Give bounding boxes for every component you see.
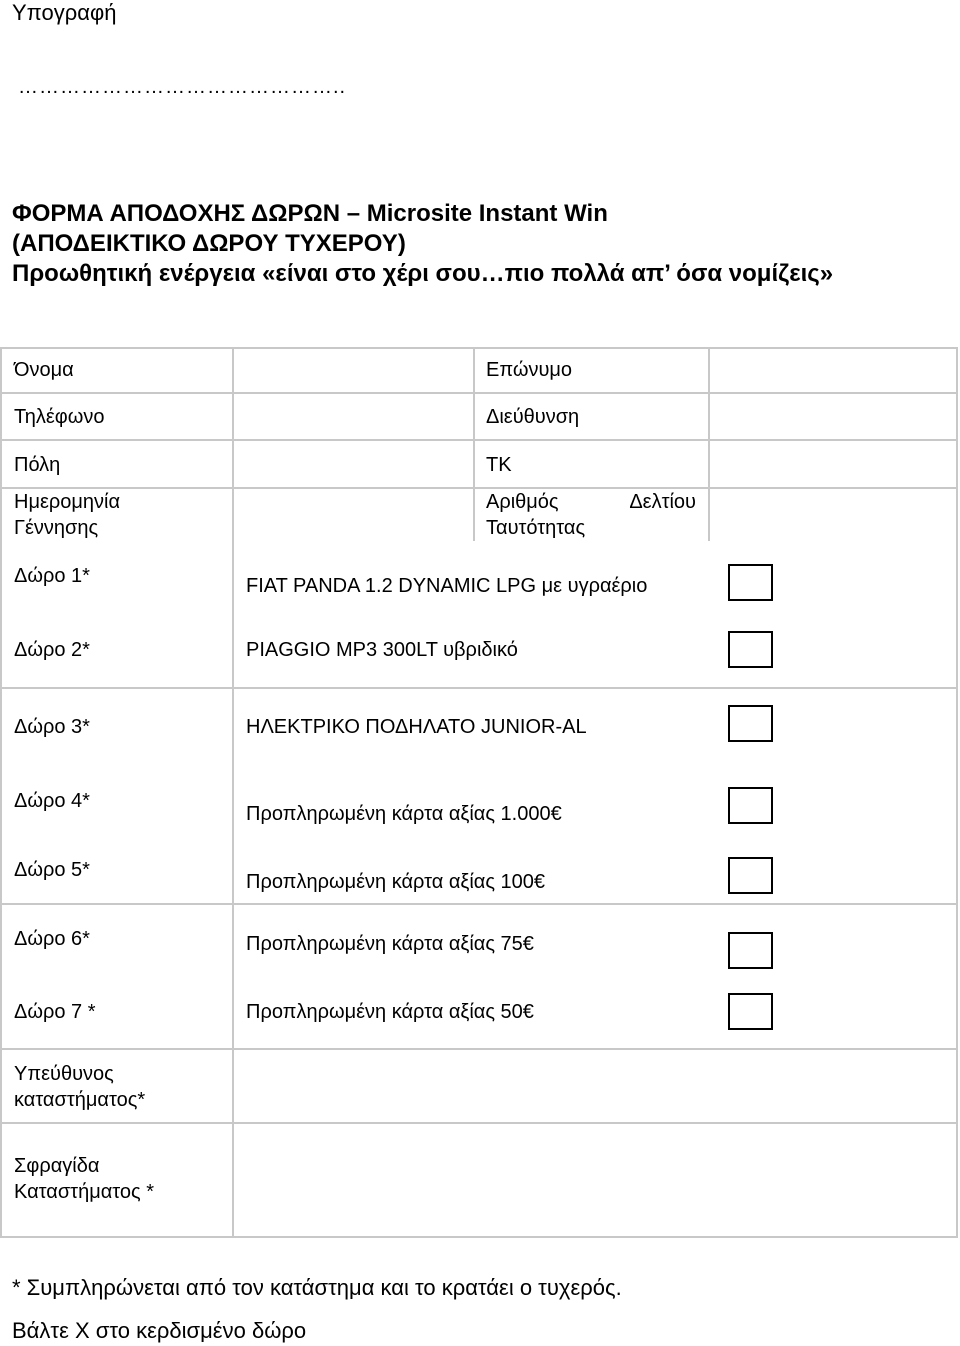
postal-code-field[interactable] bbox=[712, 443, 954, 485]
birth-date-label: Ημερομηνία Γέννησης bbox=[14, 491, 121, 539]
prize-description: Προπληρωμένη κάρτα αξίας 100€ bbox=[246, 871, 546, 893]
prize-1-checkbox[interactable] bbox=[728, 564, 773, 601]
prize-description: Προπληρωμένη κάρτα αξίας 1.000€ bbox=[246, 803, 562, 825]
prize-label: Δώρο 5* bbox=[14, 859, 90, 881]
address-field[interactable] bbox=[712, 396, 954, 437]
signature-label: Υπογραφή bbox=[12, 0, 117, 25]
phone-field[interactable] bbox=[236, 396, 471, 437]
prize-label: Δώρο 6* bbox=[14, 928, 90, 950]
prize-label: Δώρο 2* bbox=[14, 639, 90, 661]
prize-description: ΗΛΕΚΤΡΙΚΟ ΠΟΔΗΛΑΤΟ JUNIOR-AL bbox=[246, 716, 587, 738]
city-label: Πόλη bbox=[14, 454, 61, 476]
form-subtitle: (ΑΠΟΔΕΙΚΤΙΚΟ ΔΩΡΟΥ ΤΥΧΕΡΟΥ) bbox=[12, 230, 406, 257]
prize-label: Δώρο 7 * bbox=[14, 1001, 96, 1023]
last-name-label: Επώνυμο bbox=[486, 359, 573, 381]
prize-description: PIAGGIO MP3 300LT υβριδικό bbox=[246, 639, 518, 661]
instruction-text: Βάλτε Χ στο κερδισμένο δώρο bbox=[12, 1318, 307, 1343]
prize-2-checkbox[interactable] bbox=[728, 631, 773, 668]
prize-3-checkbox[interactable] bbox=[728, 705, 773, 742]
store-stamp-area[interactable] bbox=[236, 1126, 954, 1234]
prize-description: FIAT PANDA 1.2 DYNAMIC LPG με υγραέριο bbox=[246, 575, 648, 597]
form-title: ΦΟΡΜΑ ΑΠΟΔΟΧΗΣ ΔΩΡΩΝ – Microsite Instant Win bbox=[12, 200, 608, 227]
signature-line[interactable]: ……………………………………….. bbox=[18, 76, 347, 98]
city-field[interactable] bbox=[236, 443, 471, 485]
id-number-label: Αριθμός Δελτίου Ταυτότητας bbox=[486, 491, 696, 539]
address-label: Διεύθυνση bbox=[486, 406, 580, 428]
prize-7-checkbox[interactable] bbox=[728, 993, 773, 1030]
last-name-field[interactable] bbox=[712, 351, 954, 390]
footnote: * Συμπληρώνεται από τον κατάστημα και το κρατάει ο τυχερός. bbox=[12, 1275, 622, 1300]
first-name-label: Όνομα bbox=[14, 359, 74, 381]
store-manager-label: Υπεύθυνος καταστήματος* bbox=[14, 1063, 146, 1111]
prize-label: Δώρο 3* bbox=[14, 716, 90, 738]
prize-5-checkbox[interactable] bbox=[728, 857, 773, 894]
id-number-field[interactable] bbox=[712, 491, 954, 539]
store-stamp-label: Σφραγίδα Καταστήματος * bbox=[14, 1155, 155, 1203]
campaign-name: Προωθητική ενέργεια «είναι στο χέρι σου…πιο πολλά απ’ όσα νομίζεις» bbox=[12, 260, 834, 287]
birth-date-field[interactable] bbox=[236, 491, 471, 539]
prize-description: Προπληρωμένη κάρτα αξίας 50€ bbox=[246, 1001, 534, 1023]
postal-code-label: ΤΚ bbox=[486, 454, 512, 476]
prize-label: Δώρο 4* bbox=[14, 790, 90, 812]
prize-4-checkbox[interactable] bbox=[728, 787, 773, 824]
store-manager-field[interactable] bbox=[236, 1052, 954, 1120]
prize-6-checkbox[interactable] bbox=[728, 932, 773, 969]
prize-label: Δώρο 1* bbox=[14, 565, 90, 587]
prize-description: Προπληρωμένη κάρτα αξίας 75€ bbox=[246, 933, 534, 955]
first-name-field[interactable] bbox=[236, 351, 471, 390]
phone-label: Τηλέφωνο bbox=[14, 406, 105, 428]
